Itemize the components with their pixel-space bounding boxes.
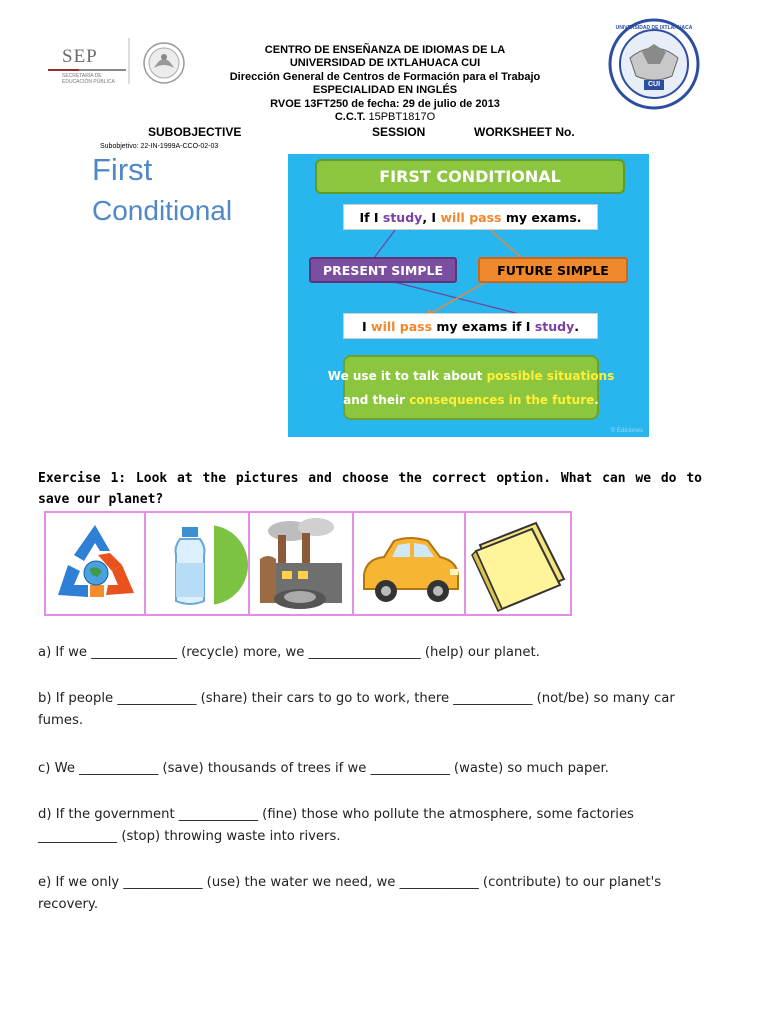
- page-title-line-1: First: [92, 152, 153, 187]
- question-d: d) If the government ____________ (fine) those who pollute the atmosphere, some factories ____________ (stop) throwing waste into rivers.: [38, 807, 634, 844]
- graphic-watermark: © Ediciones: [610, 428, 643, 434]
- cct-label: C.C.T.: [334, 111, 366, 124]
- sep-logo-text: SEP: [62, 46, 98, 67]
- graphic-title: FIRST CONDITIONAL: [315, 159, 625, 194]
- header-line-1: CENTRO DE ENSEÑANZA DE IDIOMAS DE LA: [264, 44, 506, 56]
- cui-seal-text: UNIVERSIDAD DE IXTLAHUACA: [615, 25, 693, 31]
- question-a: a) If we _____________ (recycle) more, we _________________ (help) our planet.: [38, 645, 540, 660]
- page-title-line-2: Conditional: [92, 195, 233, 226]
- mexico-eagle-emblem-icon: [140, 40, 188, 86]
- subobjective-label: SUBOBJECTIVE: [148, 125, 242, 139]
- header-line-2: UNIVERSIDAD DE IXTLAHUACA CUI: [289, 57, 481, 70]
- cui-seal-icon: [606, 18, 702, 110]
- notepad-paper-icon: [466, 513, 570, 614]
- header-line-3: Dirección General de Centros de Formación para el Trabajo: [229, 70, 541, 83]
- cui-university-seal: [606, 18, 702, 110]
- future-simple-box: FUTURE SIMPLE: [478, 257, 628, 283]
- sep-logo-sub1: SECRETARÍA DE: [62, 73, 102, 79]
- cui-seal-badge: CUI: [647, 81, 661, 88]
- sep-divider: [48, 69, 126, 71]
- worksheet-label: WORKSHEET No.: [474, 125, 575, 139]
- question-c: c) We ____________ (save) thousands of trees if we ____________ (waste) so much paper.: [38, 761, 609, 776]
- institution-header: [200, 44, 570, 124]
- picture-strip: [44, 511, 572, 616]
- sep-logo: [44, 40, 134, 86]
- recycle-symbol-icon: [46, 513, 146, 614]
- question-e: e) If we only ____________ (use) the water we need, we ____________ (contribute) to our planet's recovery.: [38, 875, 662, 912]
- water-bottle-icon: [146, 513, 250, 614]
- usage-note: We use it to talk about possible situations and their consequences in the future.: [343, 355, 599, 420]
- first-conditional-infographic: [288, 154, 649, 437]
- exercise-instructions: Exercise 1: Look at the pictures and choose the correct option. What can we do to save our planet?: [38, 471, 702, 507]
- header-line-5: RVOE 13FT250 de fecha: 29 de julio de 2013: [270, 97, 500, 110]
- factory-pollution-icon: [250, 513, 354, 614]
- question-b: b) If people ____________ (share) their cars to go to work, there ____________ (not/be) so many car fumes.: [38, 691, 675, 728]
- car-icon: [354, 513, 466, 614]
- subobjective-code: Subobjetivo: 22-IN-1999A-CCO-02-03: [100, 143, 219, 150]
- sep-logo-sub2: EDUCACIÓN PÚBLICA: [62, 79, 115, 85]
- example-sentence-2: I will pass my exams if I study .: [343, 313, 598, 339]
- header-cct: [200, 111, 570, 124]
- present-simple-box: PRESENT SIMPLE: [309, 257, 457, 283]
- example-sentence-1: If I study , I will pass my exams.: [343, 204, 598, 230]
- session-label: SESSION: [372, 125, 426, 139]
- cct-value: 15PBT1817O: [368, 111, 436, 124]
- header-line-4: ESPECIALIDAD EN INGLÉS: [312, 84, 458, 97]
